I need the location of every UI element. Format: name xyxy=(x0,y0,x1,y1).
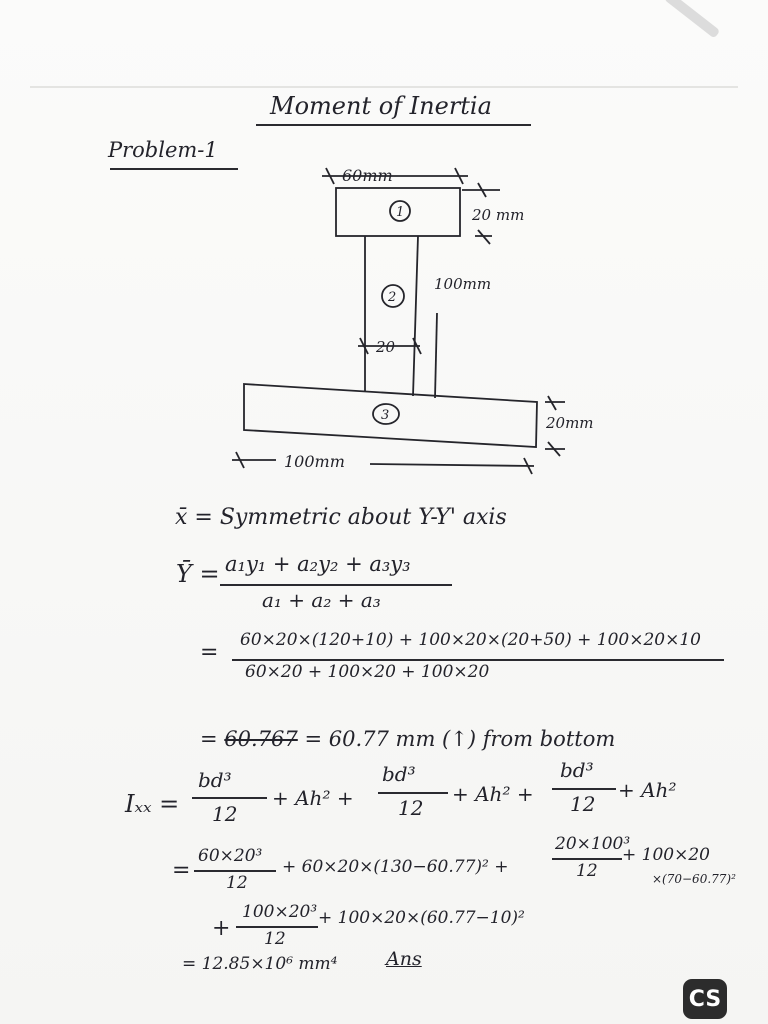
line2-equals: = xyxy=(172,858,191,883)
part-label-1: 1 xyxy=(396,205,405,220)
l2-t2-den: 12 xyxy=(576,861,598,881)
l2-t2-add: + 100×20 xyxy=(622,845,710,865)
t2-num: bd³ xyxy=(382,762,416,786)
calc-denominator: 60×20 + 100×20 + 100×20 xyxy=(245,662,490,682)
ybar-denominator: a₁ + a₂ + a₃ xyxy=(262,588,381,612)
part-label-3: 3 xyxy=(381,408,390,423)
t3-den: 12 xyxy=(570,792,596,816)
l3-bar xyxy=(236,926,318,928)
dim-label-top-thickness: 20 mm xyxy=(472,206,525,224)
t3-add: + Ah² xyxy=(618,778,677,802)
part-label-2: 2 xyxy=(388,290,397,305)
dim-web-height xyxy=(435,313,437,398)
l3-add: + 100×20×(60.77−10)² xyxy=(318,908,525,928)
calc-equals: = xyxy=(200,640,219,665)
dim-label-web-width: 20 xyxy=(376,338,396,356)
dim-label-web-height: 100mm xyxy=(434,275,492,293)
camscanner-logo: CS xyxy=(683,979,727,1019)
result-value: = 60.77 mm (↑) from bottom xyxy=(304,727,616,751)
l2-tail: ×(70−60.77)² xyxy=(652,872,736,886)
result-prefix: = xyxy=(200,727,218,751)
t1-den: 12 xyxy=(212,802,238,826)
web-right-edge xyxy=(413,236,418,396)
page-title: Moment of Inertia xyxy=(270,92,492,120)
dim-tick xyxy=(478,230,490,244)
final-answer-label: Ans xyxy=(386,948,422,970)
bottom-flange xyxy=(244,384,537,447)
ybar-result xyxy=(200,727,615,751)
t3-num: bd³ xyxy=(560,758,594,782)
t2-bar xyxy=(378,792,448,794)
l2-t2-num: 20×100³ xyxy=(555,834,631,854)
final-value: = 12.85×10⁶ mm⁴ xyxy=(182,954,338,974)
t2-add: + Ah² + xyxy=(452,782,534,806)
calc-fraction-bar xyxy=(232,659,724,661)
line3-plus: + xyxy=(212,916,231,941)
dim-label-bottom-width: 100mm xyxy=(284,452,345,471)
t1-bar xyxy=(192,797,267,799)
t1-num: bd³ xyxy=(198,768,232,792)
t2-den: 12 xyxy=(398,796,424,820)
t1-add: + Ah² + xyxy=(272,786,354,810)
calc-numerator: 60×20×(120+10) + 100×20×(20+50) + 100×20×10 xyxy=(240,630,701,650)
ybar-symbol: Ȳ = xyxy=(176,560,220,588)
ixx-symbol: Iₓₓ = xyxy=(125,790,180,818)
l2-t1-add: + 60×20×(130−60.77)² + xyxy=(282,857,509,877)
ybar-numerator: a₁y₁ + a₂y₂ + a₃y₃ xyxy=(225,552,411,576)
result-struck-value: 60.767 xyxy=(224,727,298,751)
t3-bar xyxy=(552,788,616,790)
l2-t1-bar xyxy=(194,870,276,872)
l2-t1-den: 12 xyxy=(226,873,248,893)
xbar-line: x̄ = Symmetric about Y-Y' axis xyxy=(175,505,507,530)
dim-tick xyxy=(548,396,556,410)
l2-t1-num: 60×20³ xyxy=(198,846,263,866)
problem-label: Problem-1 xyxy=(108,138,218,162)
dim-label-bottom-thickness: 20mm xyxy=(546,414,594,432)
ybar-fraction-bar xyxy=(220,584,452,586)
l3-num: 100×20³ xyxy=(242,902,318,922)
dim-label-top-width: 60mm xyxy=(342,166,393,185)
dim-bottom-width-right xyxy=(370,464,534,466)
l3-den: 12 xyxy=(264,929,286,949)
l2-t2-bar xyxy=(552,858,622,860)
